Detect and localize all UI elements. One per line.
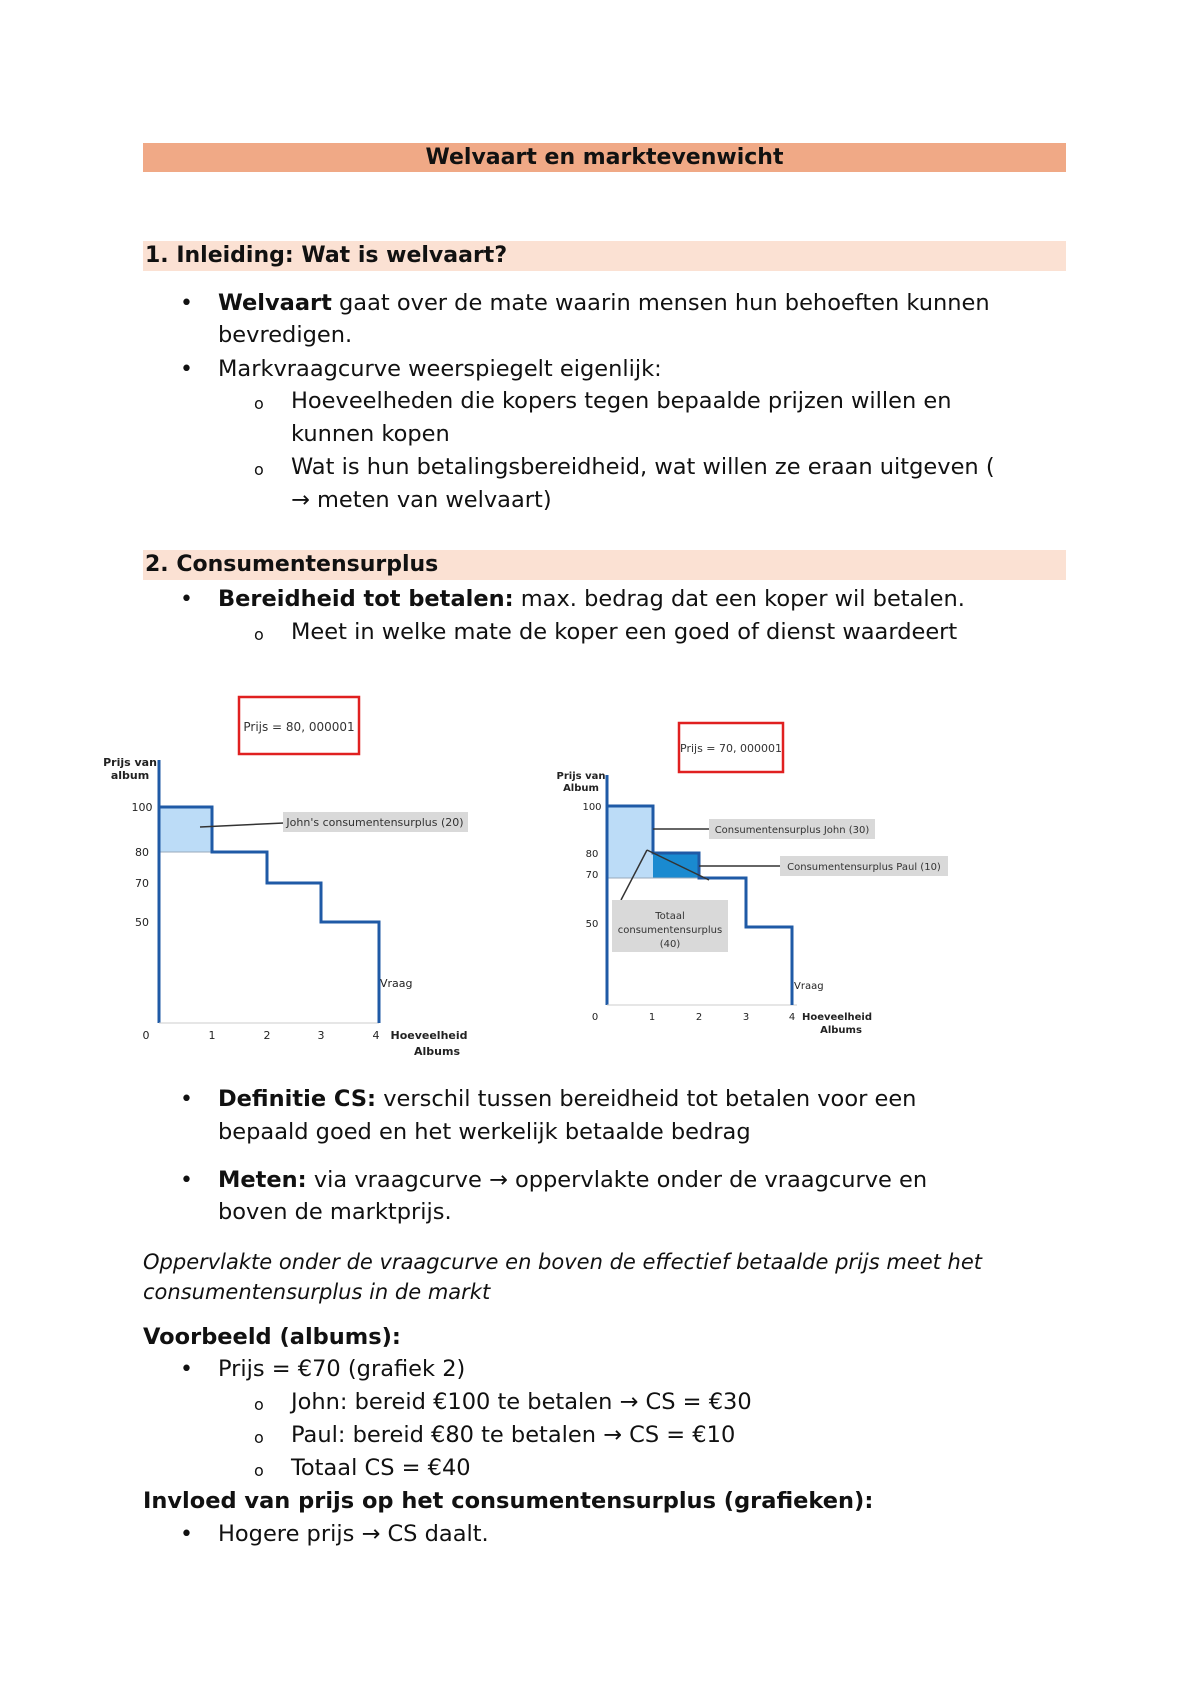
chart-1: [103, 697, 468, 1058]
italic-note-line2: consumentensurplus in de markt: [143, 1280, 491, 1304]
welvaart-definition-line1: [218, 287, 990, 319]
waardering-line: Meet in welke mate de koper een goed of dienst waardeert: [291, 619, 958, 645]
chart-2-ytick-50: 50: [585, 919, 599, 930]
chart-1-xtick-1: 1: [208, 1029, 216, 1042]
definitie-term: Definitie CS:: [218, 1086, 377, 1112]
bullet: •: [180, 291, 193, 316]
bullet: •: [180, 357, 193, 382]
chart-1-xlabel-line1: Hoeveelheid: [390, 1029, 468, 1042]
sub-bullet: o: [254, 394, 264, 413]
sub-bullet: o: [254, 1461, 264, 1480]
example-paul-line: Paul: bereid €80 te betalen → CS = €10: [291, 1422, 736, 1448]
chart-2-xtick-2: 2: [695, 1012, 703, 1023]
chart-1-xtick-2: 2: [263, 1029, 271, 1042]
example-total-line: Totaal CS = €40: [291, 1455, 471, 1481]
bullet: •: [180, 587, 193, 612]
section-1-heading: [143, 241, 1066, 271]
meten-term: Meten:: [218, 1167, 307, 1193]
chart-1-xlabel-line2: Albums: [414, 1045, 460, 1058]
chart-1-surplus-area: [159, 807, 212, 852]
chart-1-xtick-3: 3: [317, 1029, 325, 1042]
bullet: •: [180, 1087, 193, 1112]
chart-1-annotation-text: John's consumentensurplus (20): [286, 816, 464, 829]
bullet: •: [180, 1522, 193, 1547]
chart-2-xtick-3: 3: [742, 1012, 750, 1023]
bereidheid-line: [218, 583, 965, 615]
definitie-text: verschil tussen bereidheid tot betalen voor een: [376, 1086, 917, 1112]
chart-1-ylabel-line2: album: [110, 769, 150, 782]
chart-1-ytick-100: 100: [131, 801, 153, 814]
chart-1-price-label: Prijs = 80, 000001: [243, 720, 355, 734]
chart-2-ytick-70: 70: [585, 870, 599, 881]
bullet: •: [180, 1168, 193, 1193]
chart-2-xlabel-line2: Albums: [820, 1025, 862, 1036]
chart-2-xtick-4: 4: [788, 1012, 796, 1023]
chart-2-ytick-80: 80: [585, 849, 599, 860]
welvaart-definition-text: gaat over de mate waarin mensen hun behoeften kunnen: [331, 290, 990, 316]
example-john-line: John: bereid €100 te betalen → CS = €30: [291, 1389, 752, 1415]
section-2-heading-text: 2. Consumentensurplus: [145, 552, 439, 577]
chart-1-xtick-0: 0: [142, 1029, 150, 1042]
chart-2-xlabel-line1: Hoeveelheid: [801, 1012, 873, 1023]
betalingsbereidheid-line2: → meten van welvaart): [291, 487, 552, 513]
meten-text: via vraagcurve → oppervlakte onder de vraagcurve en: [306, 1167, 928, 1193]
chart-2-annotation-john: Consumentensurplus John (30): [714, 825, 870, 836]
example-heading: Voorbeeld (albums):: [143, 1324, 401, 1350]
chart-2-surplus-john: [607, 806, 653, 878]
hoeveelheden-line2: kunnen kopen: [291, 421, 450, 447]
hoeveelheden-line1: Hoeveelheden die kopers tegen bepaalde prijzen willen en: [291, 388, 952, 414]
sub-bullet: o: [254, 460, 264, 479]
section-1-heading-text: 1. Inleiding: Wat is welvaart?: [145, 243, 508, 268]
definitie-line2: bepaald goed en het werkelijk betaalde bedrag: [218, 1119, 751, 1145]
italic-note-line1: Oppervlakte onder de vraagcurve en boven de effectief betaalde prijs meet het: [143, 1250, 982, 1274]
vraagcurve-line: Markvraagcurve weerspiegelt eigenlijk:: [218, 356, 662, 382]
chart-2-price-label: Prijs = 70, 000001: [680, 742, 782, 755]
chart-1-ylabel-line1: Prijs van: [103, 756, 157, 769]
welvaart-definition-line2: bevredigen.: [218, 322, 353, 348]
sub-bullet: o: [254, 1395, 264, 1414]
chart-1-xtick-4: 4: [372, 1029, 380, 1042]
bereidheid-term: Bereidheid tot betalen:: [218, 586, 514, 612]
chart-2-xtick-0: 0: [591, 1012, 599, 1023]
welvaart-term: Welvaart: [218, 290, 332, 316]
chart-2-annotation-total-line1: Totaal: [655, 911, 685, 922]
chart-2-annotation-total-line3: (40): [659, 939, 681, 950]
chart-2-ylabel-line1: Prijs van: [556, 771, 606, 782]
chart-2-annotation-total-line2: consumentensurplus: [617, 925, 723, 936]
chart-2-annotation-paul: Consumentensurplus Paul (10): [787, 862, 941, 873]
chart-1-ytick-80: 80: [135, 846, 149, 859]
definitie-line1: [218, 1083, 916, 1115]
chart-2-ytick-100: 100: [582, 802, 602, 813]
chart-2-series-label: Vraag: [794, 981, 824, 992]
section-2-heading: [143, 550, 1066, 580]
betalingsbereidheid-line1: Wat is hun betalingsbereidheid, wat willen ze eraan uitgeven (: [291, 454, 995, 480]
influence-line: Hogere prijs → CS daalt.: [218, 1521, 489, 1547]
sub-bullet: o: [254, 625, 264, 644]
document-title: Welvaart en marktevenwicht: [143, 143, 1066, 172]
meten-line2: boven de marktprijs.: [218, 1199, 452, 1225]
meten-line1: [218, 1164, 927, 1196]
chart-2-xtick-1: 1: [648, 1012, 656, 1023]
sub-bullet: o: [254, 1428, 264, 1447]
influence-heading: Invloed van prijs op het consumentensurplus (grafieken):: [143, 1488, 874, 1514]
chart-1-ytick-50: 50: [135, 916, 149, 929]
example-price-line: Prijs = €70 (grafiek 2): [218, 1356, 466, 1382]
chart-1-series-label: Vraag: [380, 977, 413, 990]
bereidheid-text: max. bedrag dat een koper wil betalen.: [513, 586, 965, 612]
chart-1-ytick-70: 70: [135, 877, 149, 890]
bullet: •: [180, 1357, 193, 1382]
chart-2: [557, 723, 948, 1036]
charts-figure: [100, 690, 1100, 1065]
chart-2-ylabel-line2: Album: [563, 783, 599, 794]
